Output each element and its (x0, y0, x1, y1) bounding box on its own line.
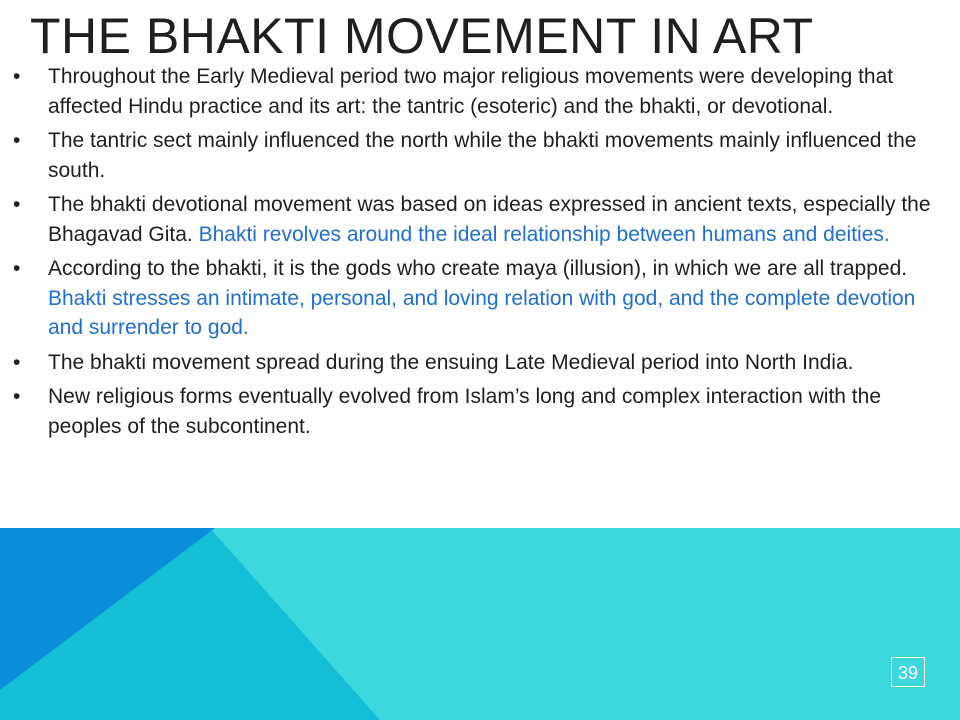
bullet-item (13, 382, 933, 441)
bullet-dot-icon: • (13, 193, 21, 216)
bullet-item (13, 62, 933, 121)
bullet-dot-icon: • (13, 385, 21, 408)
page-number: 39 (891, 657, 925, 687)
bullet-text: The bhakti devotional movement was based on ideas expressed in ancient texts, especially the Bhagavad Gita. (48, 193, 931, 246)
bullet-text: According to the bhakti, it is the gods who create maya (illusion), in which we are all trapped. (48, 257, 908, 280)
bullet-text: The bhakti movement spread during the ensuing Late Medieval period into North India. (48, 350, 854, 374)
bullet-item (13, 126, 933, 185)
bullet-dot-icon: • (13, 257, 21, 280)
bullet-text: New religious forms eventually evolved from Islam’s long and complex interaction with the peoples of the subcontinent. (48, 385, 881, 438)
slide-title: THE BHAKTI MOVEMENT IN ART (30, 8, 814, 64)
bullet-dot-icon: • (13, 65, 21, 88)
bullet-text: The tantric sect mainly influenced the north while the bhakti movements mainly influenced the south. (48, 129, 917, 182)
bullet-dot-icon: • (13, 350, 21, 374)
bullet-highlight-text: Bhakti revolves around the ideal relationship between humans and deities. (198, 222, 890, 246)
bullet-text: Throughout the Early Medieval period two major religious movements were developing that affected Hindu practice and its art: the tantric (esoteric) and the bhakti, or devotional. (48, 65, 894, 118)
bullet-list (13, 62, 933, 446)
bullet-dot-icon: • (13, 129, 21, 152)
bullet-item (13, 348, 933, 378)
bullet-item (13, 190, 933, 249)
bullet-highlight-text: Bhakti stresses an intimate, personal, and loving relation with god, and the complete devotion and surrender to god. (48, 286, 916, 339)
bullet-item (13, 254, 933, 343)
